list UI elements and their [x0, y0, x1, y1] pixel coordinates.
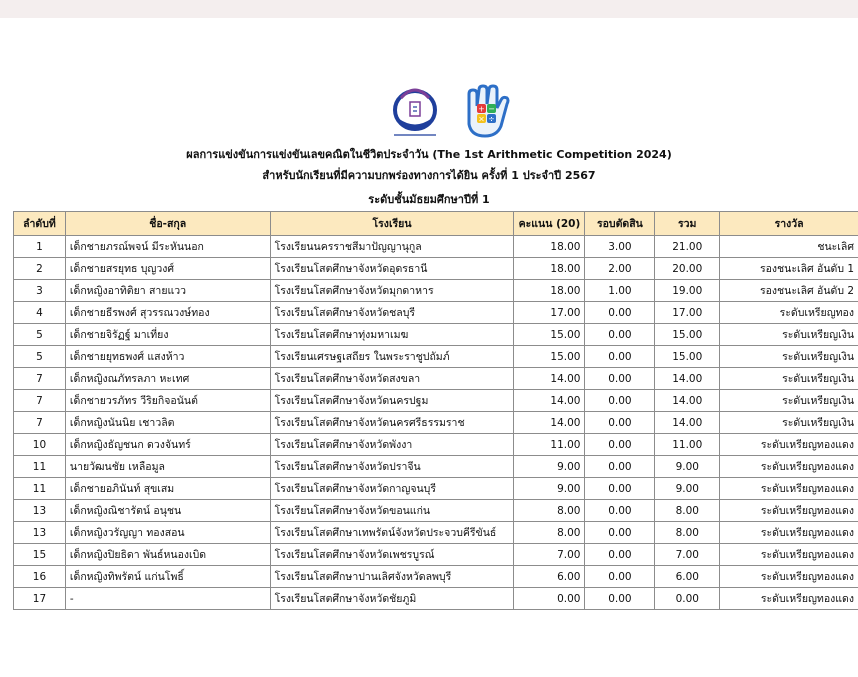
total-cell: 8.00 — [655, 500, 720, 522]
svg-text:+: + — [478, 104, 485, 114]
name-cell: เด็กชายธีรพงศ์ สุวรรณวงษ์ทอง — [65, 302, 270, 324]
rank-cell: 5 — [14, 324, 66, 346]
tiebreak-cell: 0.00 — [585, 522, 655, 544]
school-cell: โรงเรียนเศรษฐเสถียร ในพระราชูปถัมภ์ — [270, 346, 514, 368]
tiebreak-cell: 0.00 — [585, 412, 655, 434]
score-cell: 11.00 — [514, 434, 585, 456]
total-cell: 6.00 — [655, 566, 720, 588]
name-cell: เด็กหญิงทิพรัตน์ แก่นโพธิ์ — [65, 566, 270, 588]
tiebreak-cell: 0.00 — [585, 588, 655, 610]
results-table — [13, 211, 858, 610]
svg-text:−: − — [488, 104, 495, 114]
total-cell: 15.00 — [655, 346, 720, 368]
name-cell: เด็กหญิงณภัทรลภา หะเทศ — [65, 368, 270, 390]
award-cell: ระดับเหรียญทองแดง — [720, 434, 858, 456]
top-band — [0, 0, 858, 18]
total-cell: 15.00 — [655, 324, 720, 346]
school-cell: โรงเรียนโสตศึกษาทุ่งมหาเมฆ — [270, 324, 514, 346]
score-cell: 18.00 — [514, 236, 585, 258]
school-cell: โรงเรียนโสตศึกษาจังหวัดพังงา — [270, 434, 514, 456]
award-cell: ระดับเหรียญทองแดง — [720, 522, 858, 544]
rank-cell: 16 — [14, 566, 66, 588]
rank-cell: 3 — [14, 280, 66, 302]
tiebreak-cell: 3.00 — [585, 236, 655, 258]
award-cell: ระดับเหรียญเงิน — [720, 368, 858, 390]
table-row — [14, 368, 858, 390]
award-cell: ระดับเหรียญเงิน — [720, 324, 858, 346]
school-cell: โรงเรียนโสตศึกษาจังหวัดเพชรบูรณ์ — [270, 544, 514, 566]
tiebreak-cell: 1.00 — [585, 280, 655, 302]
header-name: ชื่อ-สกุล — [65, 212, 270, 236]
award-cell: ระดับเหรียญทองแดง — [720, 500, 858, 522]
table-row — [14, 390, 858, 412]
rank-cell: 10 — [14, 434, 66, 456]
school-cell: โรงเรียนโสตศึกษาจังหวัดชลบุรี — [270, 302, 514, 324]
name-cell: เด็กหญิงวรัญญา ทองสอน — [65, 522, 270, 544]
school-cell: โรงเรียนโสตศึกษาจังหวัดชัยภูมิ — [270, 588, 514, 610]
table-row — [14, 412, 858, 434]
rank-cell: 7 — [14, 368, 66, 390]
header-tiebreak: รอบตัดสิน — [585, 212, 655, 236]
tiebreak-cell: 2.00 — [585, 258, 655, 280]
score-cell: 14.00 — [514, 390, 585, 412]
rank-cell: 11 — [14, 478, 66, 500]
tiebreak-cell: 0.00 — [585, 566, 655, 588]
total-cell: 17.00 — [655, 302, 720, 324]
rank-cell: 13 — [14, 522, 66, 544]
tiebreak-cell: 0.00 — [585, 456, 655, 478]
award-cell: ระดับเหรียญทองแดง — [720, 456, 858, 478]
header-award: รางวัล — [720, 212, 858, 236]
award-cell: ระดับเหรียญทอง — [720, 302, 858, 324]
school-cell: โรงเรียนโสตศึกษาจังหวัดปราจีน — [270, 456, 514, 478]
name-cell: นายวัฒนชัย เหลือมูล — [65, 456, 270, 478]
total-cell: 14.00 — [655, 390, 720, 412]
tiebreak-cell: 0.00 — [585, 390, 655, 412]
score-cell: 15.00 — [514, 324, 585, 346]
svg-text:÷: ÷ — [488, 114, 495, 124]
tiebreak-cell: 0.00 — [585, 434, 655, 456]
score-cell: 8.00 — [514, 522, 585, 544]
rank-cell: 17 — [14, 588, 66, 610]
award-cell: รองชนะเลิศ อันดับ 2 — [720, 280, 858, 302]
school-cell: โรงเรียนนครราชสีมาปัญญานุกูล — [270, 236, 514, 258]
total-cell: 7.00 — [655, 544, 720, 566]
hand-math-symbols-icon — [457, 82, 515, 140]
name-cell: เด็กชายภรณ์พจน์ มีระหันนอก — [65, 236, 270, 258]
school-cell: โรงเรียนโสตศึกษาเทพรัตน์จังหวัดประจวบคีรีขันธ์ — [270, 522, 514, 544]
name-cell: เด็กชายอภินันท์ สุขเสม — [65, 478, 270, 500]
total-cell: 11.00 — [655, 434, 720, 456]
school-cell: โรงเรียนโสตศึกษาปานเลิศจังหวัดลพบุรี — [270, 566, 514, 588]
total-cell: 20.00 — [655, 258, 720, 280]
award-cell: ระดับเหรียญทองแดง — [720, 478, 858, 500]
school-cell: โรงเรียนโสตศึกษาจังหวัดขอนแก่น — [270, 500, 514, 522]
total-cell: 14.00 — [655, 368, 720, 390]
total-cell: 14.00 — [655, 412, 720, 434]
award-cell: ระดับเหรียญเงิน — [720, 390, 858, 412]
score-cell: 14.00 — [514, 412, 585, 434]
award-cell: ชนะเลิศ — [720, 236, 858, 258]
score-cell: 17.00 — [514, 302, 585, 324]
header-rank: ลำดับที่ — [14, 212, 66, 236]
school-cell: โรงเรียนโสตศึกษาจังหวัดสงขลา — [270, 368, 514, 390]
name-cell: เด็กชายจิรัฏฐ์ มาเที่ยง — [65, 324, 270, 346]
table-row — [14, 280, 858, 302]
school-cell: โรงเรียนโสตศึกษาจังหวัดมุกดาหาร — [270, 280, 514, 302]
score-cell: 9.00 — [514, 478, 585, 500]
total-cell: 21.00 — [655, 236, 720, 258]
award-cell: ระดับเหรียญทองแดง — [720, 566, 858, 588]
tiebreak-cell: 0.00 — [585, 544, 655, 566]
name-cell: เด็กหญิงปิยธิดา พันธ์หนองเบิด — [65, 544, 270, 566]
tiebreak-cell: 0.00 — [585, 324, 655, 346]
table-row — [14, 566, 858, 588]
rank-cell: 13 — [14, 500, 66, 522]
award-cell: ระดับเหรียญเงิน — [720, 412, 858, 434]
table-row — [14, 456, 858, 478]
total-cell: 9.00 — [655, 456, 720, 478]
name-cell: เด็กหญิงอาทิติยา สายแวว — [65, 280, 270, 302]
tiebreak-cell: 0.00 — [585, 346, 655, 368]
total-cell: 19.00 — [655, 280, 720, 302]
score-cell: 18.00 — [514, 280, 585, 302]
results-title: ผลการแข่งขันการแข่งขันเลขคณิตในชีวิตประจำวัน (The 1st Arithmetic Competition 2024) — [186, 148, 672, 161]
special-education-bureau-seal-icon — [384, 80, 446, 142]
table-header-row — [14, 212, 858, 236]
table-row — [14, 258, 858, 280]
table-row — [14, 302, 858, 324]
school-cell: โรงเรียนโสตศึกษาจังหวัดนครปฐม — [270, 390, 514, 412]
school-cell: โรงเรียนโสตศึกษาจังหวัดอุดรธานี — [270, 258, 514, 280]
award-cell: รองชนะเลิศ อันดับ 1 — [720, 258, 858, 280]
rank-cell: 7 — [14, 390, 66, 412]
score-cell: 9.00 — [514, 456, 585, 478]
score-cell: 14.00 — [514, 368, 585, 390]
name-cell: เด็กหญิงณิชารัตน์ อนุชน — [65, 500, 270, 522]
tiebreak-cell: 0.00 — [585, 368, 655, 390]
rank-cell: 11 — [14, 456, 66, 478]
score-cell: 8.00 — [514, 500, 585, 522]
table-row — [14, 434, 858, 456]
name-cell: เด็กหญิงธัญชนก ดวงจันทร์ — [65, 434, 270, 456]
score-cell: 7.00 — [514, 544, 585, 566]
grade-level-title: ระดับชั้นมัธยมศึกษาปีที่ 1 — [368, 193, 490, 206]
total-cell: 0.00 — [655, 588, 720, 610]
score-cell: 0.00 — [514, 588, 585, 610]
name-cell: เด็กหญิงนันนิย เชาวลิต — [65, 412, 270, 434]
table-row — [14, 544, 858, 566]
score-cell: 15.00 — [514, 346, 585, 368]
name-cell: - — [65, 588, 270, 610]
table-row — [14, 478, 858, 500]
tiebreak-cell: 0.00 — [585, 302, 655, 324]
award-cell: ระดับเหรียญเงิน — [720, 346, 858, 368]
rank-cell: 5 — [14, 346, 66, 368]
award-cell: ระดับเหรียญทองแดง — [720, 588, 858, 610]
results-subtitle: สำหรับนักเรียนที่มีความบกพร่องทางการได้ยิน ครั้งที่ 1 ประจำปี 2567 — [262, 169, 596, 182]
total-cell: 9.00 — [655, 478, 720, 500]
name-cell: เด็กชายสรยุทธ บุญวงศ์ — [65, 258, 270, 280]
table-row — [14, 522, 858, 544]
school-cell: โรงเรียนโสตศึกษาจังหวัดนครศรีธรรมราช — [270, 412, 514, 434]
total-cell: 8.00 — [655, 522, 720, 544]
rank-cell: 15 — [14, 544, 66, 566]
table-row — [14, 236, 858, 258]
header-score: คะแนน (20) — [514, 212, 585, 236]
rank-cell: 4 — [14, 302, 66, 324]
school-cell: โรงเรียนโสตศึกษาจังหวัดกาญจนบุรี — [270, 478, 514, 500]
rank-cell: 1 — [14, 236, 66, 258]
header-total: รวม — [655, 212, 720, 236]
name-cell: เด็กชายวรภัทร วีริยกิจอนันต์ — [65, 390, 270, 412]
tiebreak-cell: 0.00 — [585, 500, 655, 522]
rank-cell: 2 — [14, 258, 66, 280]
table-row — [14, 500, 858, 522]
table-row — [14, 588, 858, 610]
award-cell: ระดับเหรียญทองแดง — [720, 544, 858, 566]
svg-text:×: × — [478, 114, 485, 124]
rank-cell: 7 — [14, 412, 66, 434]
score-cell: 18.00 — [514, 258, 585, 280]
tiebreak-cell: 0.00 — [585, 478, 655, 500]
table-row — [14, 346, 858, 368]
header-school: โรงเรียน — [270, 212, 514, 236]
table-row — [14, 324, 858, 346]
name-cell: เด็กชายยุทธพงศ์ แสงห้าว — [65, 346, 270, 368]
score-cell: 6.00 — [514, 566, 585, 588]
